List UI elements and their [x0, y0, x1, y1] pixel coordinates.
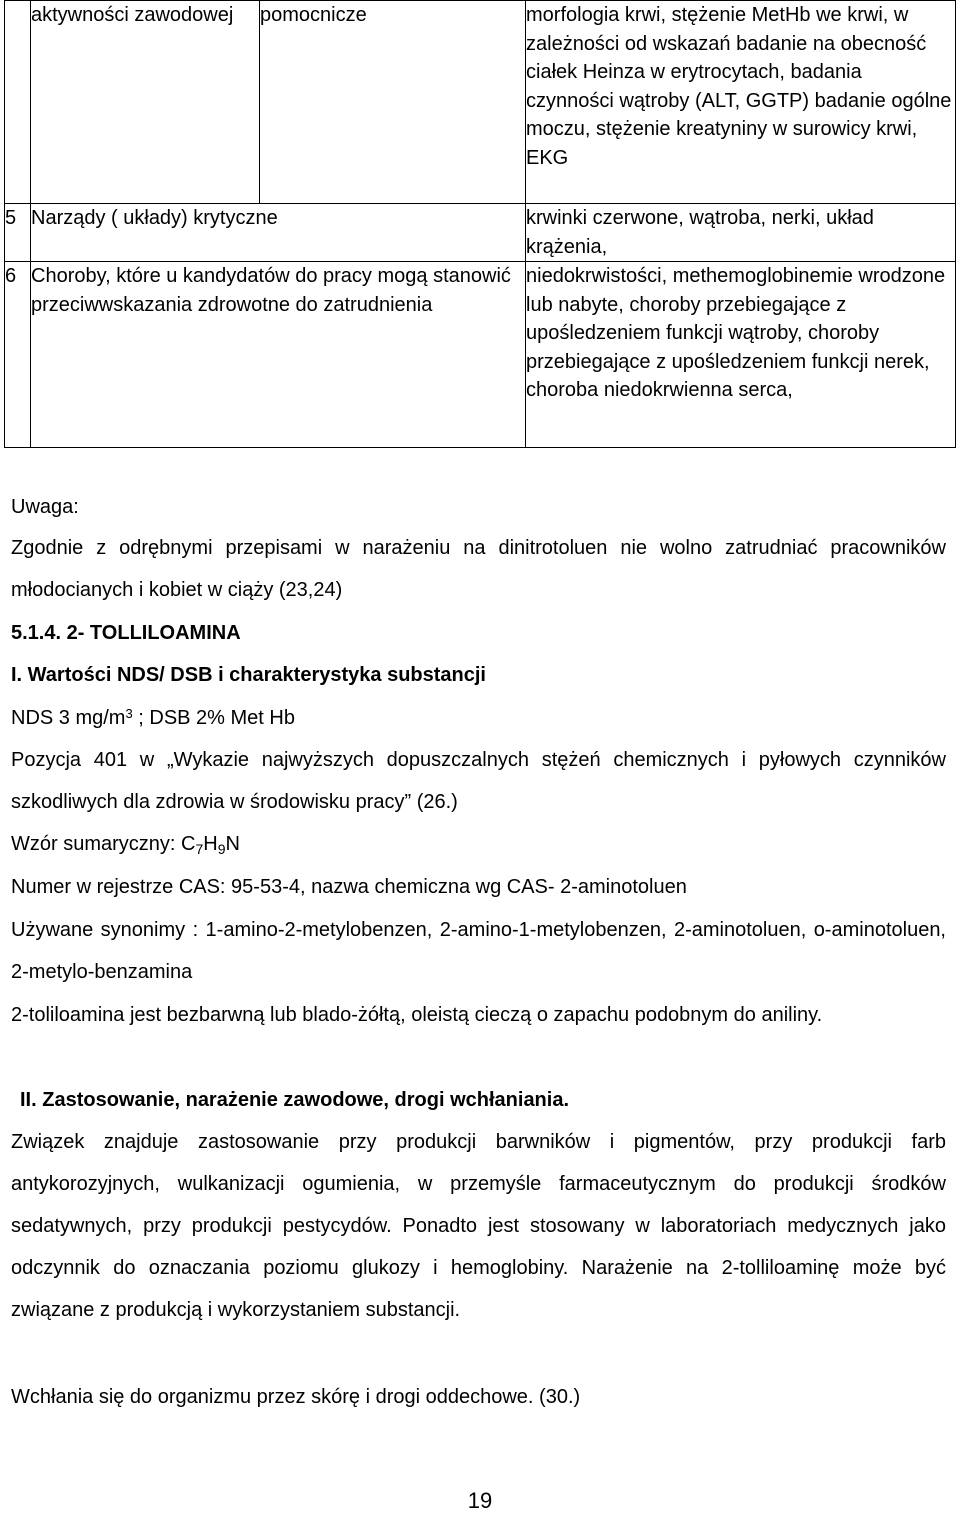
- row-number-cell: 6: [5, 262, 31, 448]
- subtype-cell: pomocnicze: [260, 1, 526, 204]
- formula: Wzór sumaryczny: $C_7H_9N$: [11, 833, 240, 857]
- description: 2-toliloamina jest bezbarwną lub blado-żółtą, oleistą cieczą o zapachu podobnym do aniliny.: [11, 1004, 823, 1026]
- table-row: [5, 1, 956, 204]
- note-heading: Uwaga:: [11, 496, 79, 518]
- row-number-cell: 5: [5, 204, 31, 262]
- section-title: 5.1.4. 2- TOLLILOAMINA: [11, 622, 241, 644]
- cas-number: Numer w rejestrze CAS: 95-53-4, nazwa chemiczna wg CAS- 2-aminotoluen: [11, 876, 687, 898]
- page-number: 19: [467, 1488, 493, 1513]
- label-cell: Narządy ( układy) krytyczne: [31, 204, 526, 262]
- table-row: [5, 262, 956, 448]
- part2-title: II. Zastosowanie, narażenie zawodowe, drogi wchłaniania.: [20, 1089, 570, 1111]
- label-cell: Choroby, które u kandydatów do pracy mogą stanowić przeciwwskazania zdrowotne do zatrudnienia: [31, 262, 526, 448]
- detail-cell: morfologia krwi, stężenie MetHb we krwi, w zależności od wskazań badanie na obecność ciałek Heinza w erytrocytach, badania czynności wątroby (ALT, GGTP) badanie ogólne moczu, stężenie kreatyniny w surowicy krwi, EKG: [526, 1, 956, 204]
- part1-title: I. Wartości NDS/ DSB i charakterystyka substancji: [11, 664, 486, 686]
- criteria-table: [4, 0, 956, 448]
- detail-cell: niedokrwistości, methemoglobinemie wrodzone lub nabyte, choroby przebiegające z upośledzeniem funkcji wątroby, choroby przebiegające z upośledzeniem funkcji nerek, choroba niedokrwienna serca,: [526, 262, 956, 448]
- synonyms: Używane synonimy : 1-amino-2-metylobenzen, 2-amino-1-metylobenzen, 2-aminotoluen, o-aminotoluen, 2-metylo-benzamina: [11, 919, 946, 983]
- detail-cell: krwinki czerwone, wątroba, nerki, układ krążenia,: [526, 204, 956, 262]
- nds-values: NDS 3 $mg/m^3$ ; DSB 2% Met Hb: [11, 706, 295, 729]
- table-row: [5, 204, 956, 262]
- position-text: Pozycja 401 w „Wykazie najwyższych dopuszczalnych stężeń chemicznych i pyłowych czynników szkodliwych dla zdrowia w środowisku pracy” (26.): [11, 749, 946, 813]
- note-text: Zgodnie z odrębnymi przepisami w narażeniu na dinitrotoluen nie wolno zatrudniać pracowników młodocianych i kobiet w ciąży (23,24): [11, 537, 946, 601]
- row-number-cell: [5, 1, 31, 204]
- usage-text: Związek znajduje zastosowanie przy produkcji barwników i pigmentów, przy produkcji farb antykorozyjnych, wulkanizacji ogumienia, w przemyśle farmaceutycznym do produkcji środków sedatywnych, przy produkcji pestycydów. Ponadto jest stosowany w laboratoriach medycznych jako odczynnik do oznaczania poziomu glukozy i hemoglobiny. Narażenie na 2-tolliloaminę może być związane z produkcją i wykorzystaniem substancji.: [11, 1131, 946, 1321]
- absorption-text: Wchłania się do organizmu przez skórę i drogi oddechowe. (30.): [11, 1386, 581, 1408]
- category-cell: aktywności zawodowej: [31, 1, 260, 204]
